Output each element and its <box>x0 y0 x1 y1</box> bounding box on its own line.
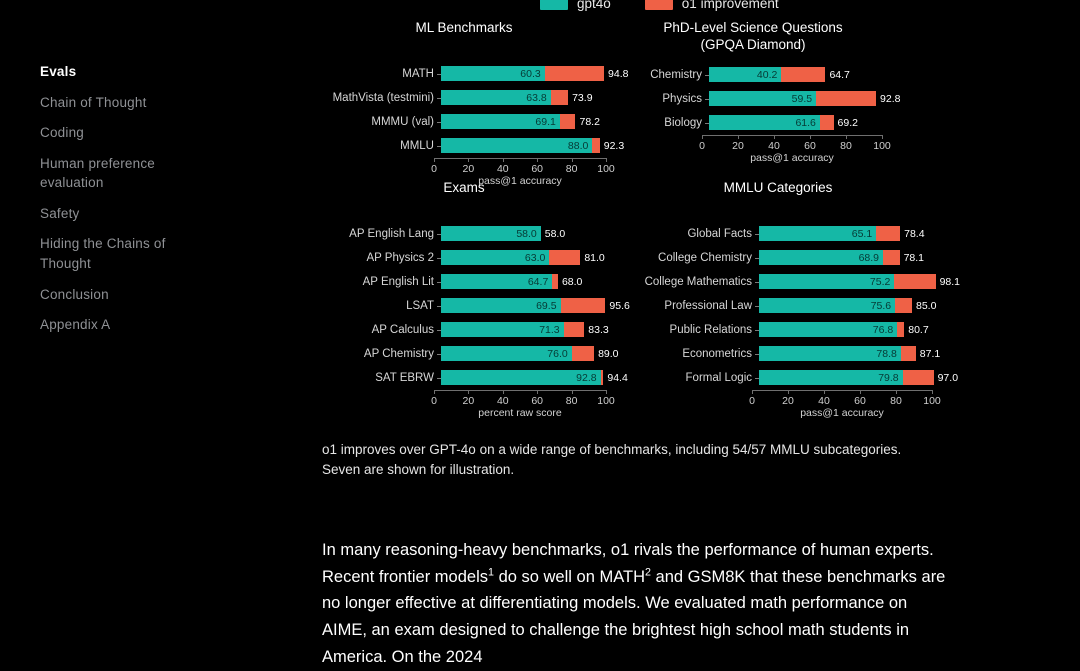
bar-segment-o1-improvement <box>551 90 568 105</box>
bar-row <box>322 366 626 390</box>
bar-row <box>624 111 902 135</box>
legend-entry-gpt4o <box>540 0 611 11</box>
legend-entry-o1-improvement <box>645 0 779 11</box>
bar-value-o1: 80.7 <box>908 323 929 336</box>
bar-row <box>624 270 961 294</box>
bar-value-o1: 78.4 <box>904 227 925 240</box>
axis-tick-label: 0 <box>431 162 437 175</box>
bar-track <box>441 66 629 81</box>
bar-category-label: Chemistry <box>624 69 709 81</box>
axis-tick <box>503 390 504 394</box>
bar-row <box>322 342 626 366</box>
bar-category-label: College Mathematics <box>624 276 759 288</box>
x-axis-label: percent raw score <box>478 406 562 419</box>
bar-value-o1: 68.0 <box>561 275 583 288</box>
bar-track <box>441 114 613 129</box>
bar-track <box>441 370 628 385</box>
bar-category-label: AP Chemistry <box>322 348 441 360</box>
bar-row <box>624 222 952 246</box>
bar-value-gpt4o: 60.3 <box>520 67 541 80</box>
chart-subtitle: (GPQA Diamond) <box>700 36 806 52</box>
bar-category-label: Biology <box>624 117 709 129</box>
sidebar-item-safety[interactable]: Safety <box>40 205 80 221</box>
axis-tick <box>774 135 775 139</box>
bar-segment-gpt4o <box>441 250 549 265</box>
bar-segment-o1-improvement <box>895 298 912 313</box>
bar-value-o1: 95.6 <box>609 299 630 312</box>
axis-tick <box>434 390 435 394</box>
sidebar-item-human-preference-evaluation[interactable]: Human preference evaluation <box>40 155 156 191</box>
x-axis-label: pass@1 accuracy <box>800 406 884 419</box>
bar-segment-gpt4o <box>441 322 564 337</box>
body-line-2b: do so well on MATH <box>493 567 645 586</box>
body-line-2a: frontier models <box>378 567 489 586</box>
bar-value-o1: 73.9 <box>572 91 593 104</box>
axis-tick <box>810 135 811 139</box>
bar-category-label: College Chemistry <box>624 252 759 264</box>
bar-row <box>322 110 626 134</box>
axis-tick-label: 60 <box>531 162 544 175</box>
body-line-1: In many reasoning-heavy benchmarks, o1 rivals the performance of human experts. Recent <box>322 541 934 586</box>
bar-value-o1: 98.1 <box>939 275 961 288</box>
bar-segment-gpt4o <box>441 298 561 313</box>
chart-title: Exams <box>443 180 485 195</box>
bar-value-gpt4o: 61.6 <box>795 116 816 129</box>
axis-tick-label: 80 <box>890 394 902 407</box>
bar-track <box>759 322 939 337</box>
bar-track <box>709 67 889 82</box>
axis-tick <box>788 390 789 394</box>
bar-value-o1: 94.4 <box>607 371 628 384</box>
bar-track <box>441 250 613 265</box>
bar-track <box>759 298 939 313</box>
bar-row <box>322 62 629 86</box>
axis-line <box>702 135 882 136</box>
bar-value-gpt4o: 69.1 <box>535 115 556 128</box>
bar-segment-gpt4o <box>441 346 572 361</box>
bar-category-label: MathVista (testmini) <box>322 92 441 104</box>
bar-value-gpt4o: 75.6 <box>870 299 892 312</box>
bar-group <box>322 62 629 158</box>
bar-segment-gpt4o <box>759 370 903 385</box>
axis-tick-label: 60 <box>854 394 866 407</box>
bar-row <box>322 294 630 318</box>
bar-value-gpt4o: 40.2 <box>756 68 778 81</box>
bar-segment-o1-improvement <box>781 67 825 82</box>
bar-segment-gpt4o <box>441 274 552 289</box>
bar-segment-gpt4o <box>759 226 876 241</box>
figure-caption: o1 improves over GPT-4o on a wide range of benchmarks, including 54/57 MMLU subcategories. Seven are shown for illustration. <box>322 442 902 478</box>
axis-tick <box>896 390 897 394</box>
bar-track <box>759 226 939 241</box>
bar-value-gpt4o: 92.8 <box>576 371 597 384</box>
chart-title: ML Benchmarks <box>415 20 513 35</box>
axis-tick <box>537 390 538 394</box>
bar-segment-gpt4o <box>441 370 601 385</box>
bar-segment-gpt4o <box>709 67 781 82</box>
bar-value-o1: 87.1 <box>919 347 941 360</box>
bar-group <box>624 222 961 390</box>
bar-segment-o1-improvement <box>883 250 900 265</box>
chart-mmlu-categories <box>624 180 961 419</box>
chart-legend <box>540 0 779 11</box>
bar-category-label: Public Relations <box>624 324 759 336</box>
legend-label: o1 improvement <box>681 0 779 11</box>
axis-tick <box>846 135 847 139</box>
bar-segment-o1-improvement <box>903 370 934 385</box>
chart-ml-benchmarks <box>322 20 629 187</box>
axis-tick <box>572 390 573 394</box>
body-line-3: effective at differentiating models. We evaluated math performance on AIME, an exam <box>322 594 908 640</box>
bar-value-o1: 94.8 <box>608 67 629 80</box>
axis-tick-label: 20 <box>462 394 475 407</box>
axis-tick-label: 40 <box>818 394 830 407</box>
bar-value-o1: 78.2 <box>579 115 600 128</box>
chart-phd-level-science-questions <box>624 20 902 164</box>
x-axis <box>431 390 615 419</box>
bar-category-label: MMMU (val) <box>322 116 441 128</box>
chart-exams <box>322 180 630 419</box>
bar-track <box>759 250 939 265</box>
bar-group <box>322 222 630 390</box>
bar-category-label: AP English Lit <box>322 276 441 288</box>
bar-segment-gpt4o <box>441 66 545 81</box>
bar-segment-o1-improvement <box>876 226 900 241</box>
bar-segment-gpt4o <box>759 274 894 289</box>
bar-value-gpt4o: 79.8 <box>878 371 899 384</box>
axis-tick <box>606 390 607 394</box>
axis-tick <box>537 158 538 162</box>
bar-track <box>441 322 613 337</box>
axis-tick <box>824 390 825 394</box>
sidebar-item-chain-of-thought[interactable]: Chain of Thought <box>40 94 147 110</box>
bar-row <box>322 222 626 246</box>
axis-tick <box>882 135 883 139</box>
axis-tick <box>860 390 861 394</box>
axis-tick-label: 80 <box>565 394 578 407</box>
bar-row <box>624 87 902 111</box>
bar-row <box>322 318 626 342</box>
bar-row <box>322 86 626 110</box>
bar-value-o1: 64.7 <box>829 68 850 81</box>
bar-value-gpt4o: 64.7 <box>527 275 549 288</box>
bar-row <box>322 134 626 158</box>
bar-segment-gpt4o <box>441 138 592 153</box>
bar-value-o1: 81.0 <box>584 251 605 264</box>
footnote-ref-1: 1 <box>488 566 494 579</box>
bar-track <box>441 298 630 313</box>
bar-row <box>624 63 902 87</box>
axis-tick-label: 80 <box>840 139 852 152</box>
axis-tick-label: 40 <box>496 394 509 407</box>
bar-value-gpt4o: 78.8 <box>876 347 897 360</box>
axis-line <box>752 390 932 391</box>
bar-segment-o1-improvement <box>897 322 904 337</box>
axis-line <box>434 390 606 391</box>
axis-tick <box>606 158 607 162</box>
axis-tick-label: 0 <box>749 394 755 407</box>
bar-value-o1: 89.0 <box>598 347 619 360</box>
bar-track <box>441 90 613 105</box>
axis-tick <box>468 158 469 162</box>
bar-category-label: LSAT <box>322 300 441 312</box>
chart-title: PhD-Level Science Questions (GPQA Diamond) <box>624 20 882 54</box>
legend-swatch-icon <box>540 0 568 10</box>
bar-row <box>624 318 952 342</box>
x-axis <box>749 390 941 419</box>
axis-tick-label: 0 <box>431 394 437 407</box>
bar-category-label: AP English Lang <box>322 228 441 240</box>
axis-tick-label: 20 <box>462 162 475 175</box>
bar-value-o1: 69.2 <box>837 116 858 129</box>
axis-tick-label: 100 <box>873 139 891 152</box>
bar-group <box>624 63 902 135</box>
axis-tick-label: 60 <box>531 394 544 407</box>
bar-category-label: MATH <box>322 68 441 80</box>
bar-track <box>759 274 961 289</box>
bar-category-label: SAT EBRW <box>322 372 441 384</box>
bar-row <box>624 366 959 390</box>
sidebar-item-appendix-a[interactable]: Appendix A <box>40 317 111 333</box>
bar-value-gpt4o: 63.8 <box>526 91 547 104</box>
bar-track <box>759 370 959 385</box>
bar-value-gpt4o: 65.1 <box>851 227 873 240</box>
bar-segment-gpt4o <box>441 226 541 241</box>
bar-category-label: Professional Law <box>624 300 759 312</box>
axis-tick-label: 100 <box>597 162 615 175</box>
bar-row <box>624 246 952 270</box>
bar-category-label: AP Calculus <box>322 324 441 336</box>
x-axis-label: pass@1 accuracy <box>750 151 834 164</box>
bar-track <box>709 115 889 130</box>
axis-tick-label: 20 <box>732 139 744 152</box>
axis-tick-label: 20 <box>782 394 794 407</box>
axis-tick <box>702 135 703 139</box>
bar-row <box>624 294 952 318</box>
axis-tick <box>503 158 504 162</box>
bar-track <box>441 346 619 361</box>
bar-segment-o1-improvement <box>592 138 599 153</box>
axis-tick <box>752 390 753 394</box>
axis-tick-label: 60 <box>804 139 816 152</box>
bar-row <box>322 270 626 294</box>
bar-segment-gpt4o <box>441 114 560 129</box>
bar-category-label: Global Facts <box>624 228 759 240</box>
bar-value-o1: 97.0 <box>937 371 959 384</box>
axis-tick-label: 100 <box>597 394 615 407</box>
bar-value-gpt4o: 76.0 <box>547 347 568 360</box>
x-axis-label: pass@1 accuracy <box>478 174 562 187</box>
bar-value-gpt4o: 63.0 <box>524 251 546 264</box>
body-line-4: designed to challenge the brightest high school math students in America. On the 2024 <box>322 621 910 666</box>
bar-value-gpt4o: 71.3 <box>539 323 560 336</box>
body-paragraph <box>322 537 947 671</box>
axis-tick-label: 0 <box>699 139 705 152</box>
sidebar <box>40 62 220 346</box>
bar-segment-gpt4o <box>709 91 816 106</box>
bar-category-label: Formal Logic <box>624 372 759 384</box>
axis-tick <box>468 390 469 394</box>
bar-value-gpt4o: 59.5 <box>791 92 813 105</box>
bar-segment-gpt4o <box>759 250 883 265</box>
bar-value-o1: 58.0 <box>544 227 566 240</box>
bar-value-gpt4o: 88.0 <box>567 139 589 152</box>
bar-value-o1: 83.3 <box>588 323 609 336</box>
legend-swatch-icon <box>645 0 673 10</box>
bar-segment-o1-improvement <box>549 250 580 265</box>
bar-segment-o1-improvement <box>545 66 604 81</box>
axis-tick <box>572 158 573 162</box>
bar-track <box>441 138 625 153</box>
bar-value-gpt4o: 58.0 <box>516 227 537 240</box>
bar-category-label: MMLU <box>322 140 441 152</box>
bar-value-o1: 92.3 <box>603 139 625 152</box>
body-line-2c: and GSM8K that these benchmarks are no longer <box>322 567 946 613</box>
legend-label: gpt4o <box>577 0 611 11</box>
bar-category-label: Physics <box>624 93 709 105</box>
bar-value-gpt4o: 69.5 <box>536 299 557 312</box>
bar-value-o1: 85.0 <box>916 299 937 312</box>
bar-segment-o1-improvement <box>572 346 594 361</box>
bar-segment-o1-improvement <box>816 91 876 106</box>
axis-tick-label: 40 <box>768 139 780 152</box>
axis-tick <box>434 158 435 162</box>
chart-title: MMLU Categories <box>723 180 833 195</box>
bar-track <box>441 226 613 241</box>
bar-value-gpt4o: 68.9 <box>858 251 880 264</box>
bar-segment-o1-improvement <box>901 346 916 361</box>
axis-tick-label: 40 <box>496 162 509 175</box>
bar-segment-gpt4o <box>709 115 820 130</box>
bar-segment-o1-improvement <box>560 114 576 129</box>
bar-segment-o1-improvement <box>820 115 834 130</box>
bar-segment-o1-improvement <box>564 322 585 337</box>
bar-segment-o1-improvement <box>894 274 935 289</box>
bar-segment-gpt4o <box>759 298 895 313</box>
axis-tick-label: 100 <box>923 394 941 407</box>
bar-row <box>322 246 626 270</box>
bar-segment-gpt4o <box>441 90 551 105</box>
axis-tick <box>932 390 933 394</box>
bar-category-label: AP Physics 2 <box>322 252 441 264</box>
axis-tick-label: 80 <box>565 162 578 175</box>
x-axis <box>699 135 891 164</box>
axis-line <box>434 158 606 159</box>
bar-value-gpt4o: 75.2 <box>869 275 891 288</box>
bar-value-o1: 78.1 <box>903 251 925 264</box>
sidebar-item-coding[interactable]: Coding <box>40 125 84 141</box>
sidebar-item-hiding-the-chains-of-thought[interactable]: Hiding the Chains of Thought <box>40 236 166 271</box>
footnote-ref-2: 2 <box>644 566 651 579</box>
axis-tick <box>738 135 739 139</box>
bar-segment-o1-improvement <box>561 298 606 313</box>
sidebar-item-conclusion[interactable]: Conclusion <box>40 286 109 302</box>
sidebar-item-evals[interactable]: Evals <box>40 64 77 79</box>
bar-value-gpt4o: 76.8 <box>872 323 894 336</box>
bar-category-label: Econometrics <box>624 348 759 360</box>
bar-segment-gpt4o <box>759 346 901 361</box>
bar-track <box>709 91 901 106</box>
bar-row <box>624 342 952 366</box>
bar-segment-gpt4o <box>759 322 897 337</box>
bar-track <box>759 346 939 361</box>
bar-value-o1: 92.8 <box>880 92 901 105</box>
bar-track <box>441 274 613 289</box>
